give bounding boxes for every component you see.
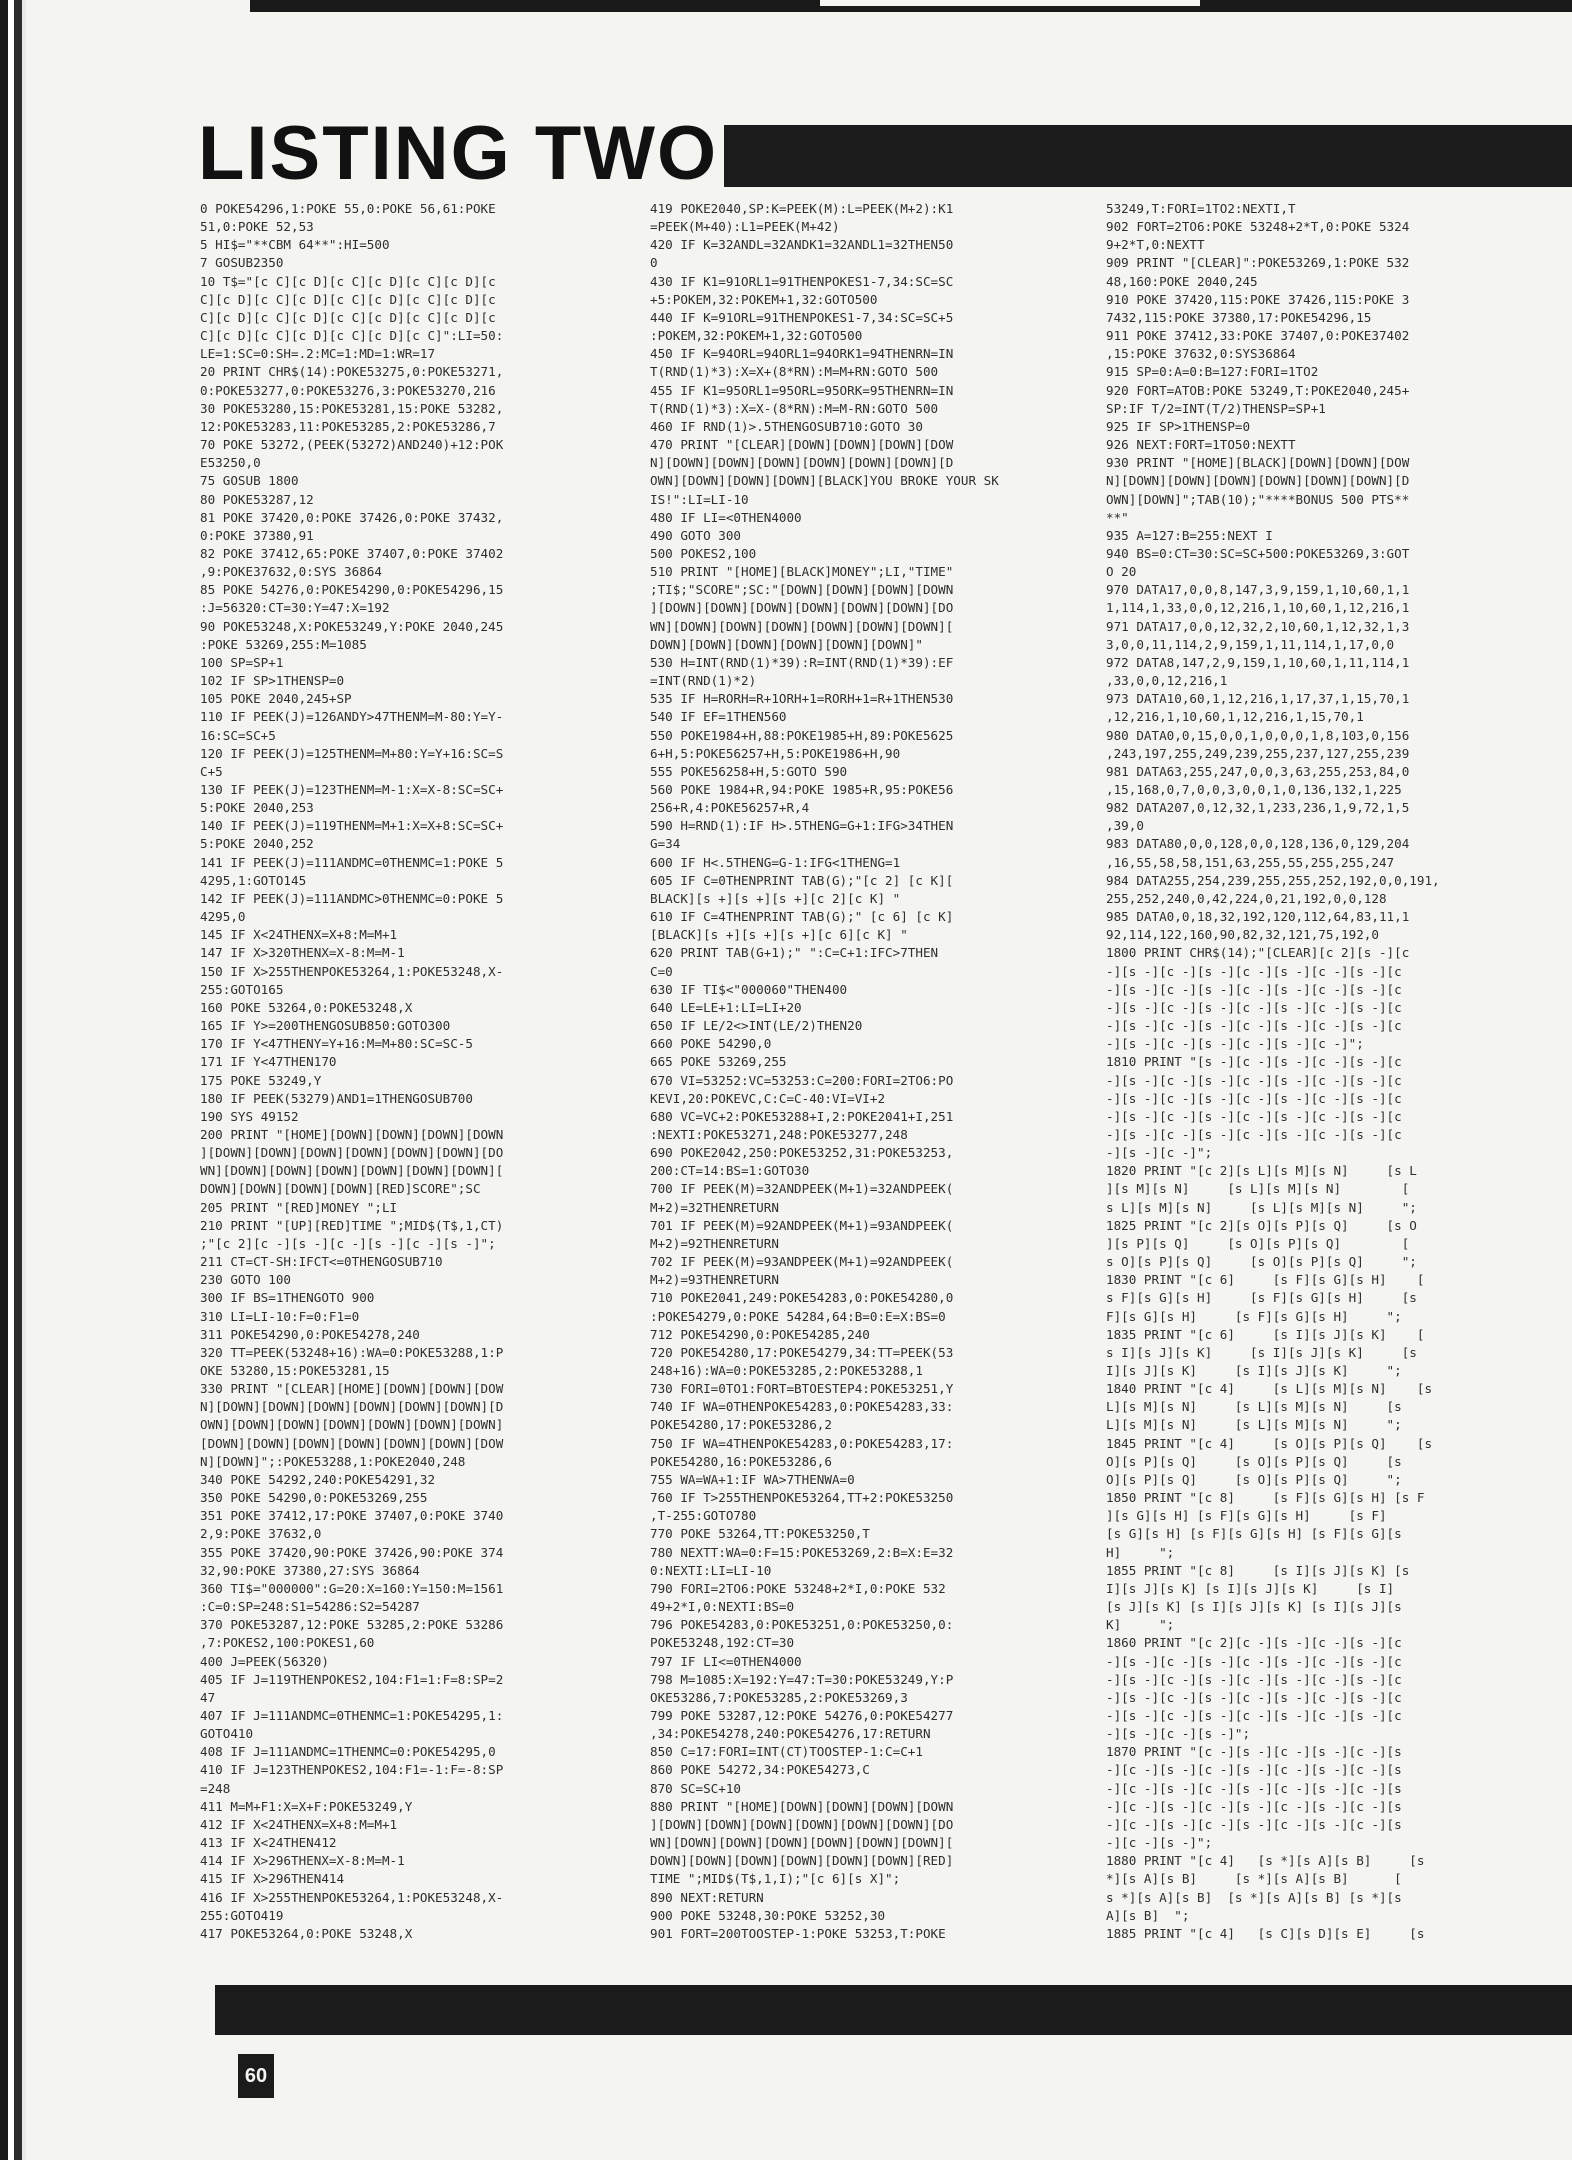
- listing-column-2: [650, 200, 1100, 1970]
- listing-column-1: [200, 200, 646, 1970]
- page-number: 60: [238, 2054, 274, 2098]
- code-listing-column-1: 0 POKE54296,1:POKE 55,0:POKE 56,61:POKE 51,0:POKE 52,53 5 HI$="**CBM 64**":HI=500 7 GOSUB2350 10 T$="[c C][c D][c C][c D][c C][c D][c C][c D][c C][c D][c C][c D][c C][c D][c C][c D][c C][c D][c C][c D][c C][c D][c C][c D][c C][c D][c C][c D][c C]":LI=50: LE=1:SC=0:SH=.2:MC=1:MD=1:WR=17 20 PRINT CHR$(14):POKE53275,0:POKE53271, 0:POKE53277,0:POKE53276,3:POKE53270,216 30 POKE53280,15:POKE53281,15:POKE 53282, 12:POKE53283,11:POKE53285,2:POKE53286,7 70 POKE 53272,(PEEK(53272)AND240)+12:POK E53250,0 75 GOSUB 1800 80 POKE53287,12 81 POKE 37420,0:POKE 37426,0:POKE 37432, 0:POKE 37380,91 82 POKE 37412,65:POKE 37407,0:POKE 37402 ,9:POKE37632,0:SYS 36864 85 POKE 54276,0:POKE54290,0:POKE54296,15 :J=56320:CT=30:Y=47:X=192 90 POKE53248,X:POKE53249,Y:POKE 2040,245 :POKE 53269,255:M=1085 100 SP=SP+1 102 IF SP>1THENSP=0 105 POKE 2040,245+SP 110 IF PEEK(J)=126ANDY>47THENM=M-80:Y=Y- 16:SC=SC+5 120 IF PEEK(J)=125THENM=M+80:Y=Y+16:SC=S C+5 130 IF PEEK(J)=123THENM=M-1:X=X-8:SC=SC+ 5:POKE 2040,253 140 IF PEEK(J)=119THENM=M+1:X=X+8:SC=SC+ 5:POKE 2040,252 141 IF PEEK(J)=111ANDMC=0THENMC=1:POKE 5 4295,1:GOTO145 142 IF PEEK(J)=111ANDMC>0THENMC=0:POKE 5 4295,0 145 IF X<24THENX=X+8:M=M+1 147 IF X>320THENX=X-8:M=M-1 150 IF X>255THENPOKE53264,1:POKE53248,X- 255:GOTO165 160 POKE 53264,0:POKE53248,X 165 IF Y>=200THENGOSUB850:GOTO300 170 IF Y<47THENY=Y+16:M=M+80:SC=SC-5 171 IF Y<47THEN170 175 POKE 53249,Y 180 IF PEEK(53279)AND1=1THENGOSUB700 190 SYS 49152 200 PRINT "[HOME][DOWN][DOWN][DOWN][DOWN ][DOWN][DOWN][DOWN][DOWN][DOWN][DOWN][DO WN][DOWN][DOWN][DOWN][DOWN][DOWN][DOWN][ DOWN][DOWN][DOWN][DOWN][RED]SCORE";SC 205 PRINT "[RED]MONEY ";LI 210 PRINT "[UP][RED]TIME ";MID$(T$,1,CT) ;"[c 2][c -][s -][c -][s -][c -][s -]"; 211 CT=CT-SH:IFCT<=0THENGOSUB710 230 GOTO 100 300 IF BS=1THENGOTO 900 310 LI=LI-10:F=0:F1=0 311 POKE54290,0:POKE54278,240 320 TT=PEEK(53248+16):WA=0:POKE53288,1:P OKE 53280,15:POKE53281,15 330 PRINT "[CLEAR][HOME][DOWN][DOWN][DOW N][DOWN][DOWN][DOWN][DOWN][DOWN][DOWN][D OWN][DOWN][DOWN][DOWN][DOWN][DOWN][DOWN] [DOWN][DOWN][DOWN][DOWN][DOWN][DOWN][DOW N][DOWN]";:POKE53288,1:POKE2040,248 340 POKE 54292,240:POKE54291,32 350 POKE 54290,0:POKE53269,255 351 POKE 37412,17:POKE 37407,0:POKE 3740 2,9:POKE 37632,0 355 POKE 37420,90:POKE 37426,90:POKE 374 32,90:POKE 37380,27:SYS 36864 360 TI$="000000":G=20:X=160:Y=150:M=1561 :C=0:SP=248:S1=54286:S2=54287 370 POKE53287,12:POKE 53285,2:POKE 53286 ,7:POKES2,100:POKES1,60 400 J=PEEK(56320) 405 IF J=119THENPOKES2,104:F1=1:F=8:SP=2 47 407 IF J=111ANDMC=0THENMC=1:POKE54295,1: GOTO410 408 IF J=111ANDMC=1THENMC=0:POKE54295,0 410 IF J=123THENPOKES2,104:F1=-1:F=-8:SP =248 411 M=M+F1:X=X+F:POKE53249,Y 412 IF X<24THENX=X+8:M=M+1 413 IF X<24THEN412 414 IF X>296THENX=X-8:M=M-1 415 IF X>296THEN414 416 IF X>255THENPOKE53264,1:POKE53248,X- 255:GOTO419 417 POKE53264,0:POKE 53248,X: [200, 201, 504, 1941]
- top-strip: [250, 0, 1572, 12]
- listing-column-3: [1106, 200, 1572, 1970]
- code-listing-column-3: 53249,T:FORI=1TO2:NEXTI,T 902 FORT=2TO6:POKE 53248+2*T,0:POKE 5324 9+2*T,0:NEXTT 909 PRINT "[CLEAR]":POKE53269,1:POKE 532 48,160:POKE 2040,245 910 POKE 37420,115:POKE 37426,115:POKE 3 7432,115:POKE 37380,17:POKE54296,15 911 POKE 37412,33:POKE 37407,0:POKE37402 ,15:POKE 37632,0:SYS36864 915 SP=0:A=0:B=127:FORI=1TO2 920 FORT=ATOB:POKE 53249,T:POKE2040,245+ SP:IF T/2=INT(T/2)THENSP=SP+1 925 IF SP>1THENSP=0 926 NEXT:FORT=1TO50:NEXTT 930 PRINT "[HOME][BLACK][DOWN][DOWN][DOW N][DOWN][DOWN][DOWN][DOWN][DOWN][DOWN][D OWN][DOWN]";TAB(10);"****BONUS 500 PTS** **" 935 A=127:B=255:NEXT I 940 BS=0:CT=30:SC=SC+500:POKE53269,3:GOT O 20 970 DATA17,0,0,8,147,3,9,159,1,10,60,1,1 1,114,1,33,0,0,12,216,1,10,60,1,12,216,1 971 DATA17,0,0,12,32,2,10,60,1,12,32,1,3 3,0,0,11,114,2,9,159,1,11,114,1,17,0,0 972 DATA8,147,2,9,159,1,10,60,1,11,114,1 ,33,0,0,12,216,1 973 DATA10,60,1,12,216,1,17,37,1,15,70,1 ,12,216,1,10,60,1,12,216,1,15,70,1 980 DATA0,0,15,0,0,1,0,0,0,1,8,103,0,156 ,243,197,255,249,239,255,237,127,255,239 981 DATA63,255,247,0,0,3,63,255,253,84,0 ,15,168,0,7,0,0,3,0,0,1,0,136,132,1,225 982 DATA207,0,12,32,1,233,236,1,9,72,1,5 ,39,0 983 DATA80,0,0,128,0,0,128,136,0,129,204 ,16,55,58,58,151,63,255,55,255,255,247 984 DATA255,254,239,255,255,252,192,0,0,191, 255,252,240,0,42,224,0,21,192,0,0,128 985 DATA0,0,18,32,192,120,112,64,83,11,1 92,114,122,160,90,82,32,121,75,192,0 1800 PRINT CHR$(14);"[CLEAR][c 2][s -][c -][s -][c -][s -][c -][s -][c -][s -][c -][s -][c -][s -][c -][s -][c -][s -][c -][s -][c -][s -][c -][s -][c -][s -][c -][s -][c -][s -][c -][s -][c -][s -][c -][s -][c -][s -][c -][s -][c -]"; 1810 PRINT "[s -][c -][s -][c -][s -][c -][s -][c -][s -][c -][s -][c -][s -][c -][s -][c -][s -][c -][s -][c -][s -][c -][s -][c -][s -][c -][s -][c -][s -][c -][s -][c -][s -][c -][s -][c -][s -][c -][s -][c -]"; 1820 PRINT "[c 2][s L][s M][s N] [s L ][s M][s N] [s L][s M][s N] [ s L][s M][s N] [s L][s M][s N] "; 1825 PRINT "[c 2][s O][s P][s Q] [s O ][s P][s Q] [s O][s P][s Q] [ s O][s P][s Q] [s O][s P][s Q] "; 1830 PRINT "[c 6] [s F][s G][s H] [ s F][s G][s H] [s F][s G][s H] [s F][s G][s H] [s F][s G][s H] "; 1835 PRINT "[c 6] [s I][s J][s K] [ s I][s J][s K] [s I][s J][s K] [s I][s J][s K] [s I][s J][s K] "; 1840 PRINT "[c 4] [s L][s M][s N] [s L][s M][s N] [s L][s M][s N] [s L][s M][s N] [s L][s M][s N] "; 1845 PRINT "[c 4] [s O][s P][s Q] [s O][s P][s Q] [s O][s P][s Q] [s O][s P][s Q] [s O][s P][s Q] "; 1850 PRINT "[c 8] [s F][s G][s H] [s F ][s G][s H] [s F][s G][s H] [s F] [s G][s H] [s F][s G][s H] [s F][s G][s H] "; 1855 PRINT "[c 8] [s I][s J][s K] [s I][s J][s K] [s I][s J][s K] [s I] [s J][s K] [s I][s J][s K] [s I][s J][s K] "; 1860 PRINT "[c 2][c -][s -][c -][s -][c -][s -][c -][s -][c -][s -][c -][s -][c -][s -][c -][s -][c -][s -][c -][s -][c -][s -][c -][s -][c -][s -][c -][s -][c -][s -][c -][s -][c -][s -][c -][s -][c -][s -][c -][s -]"; 1870 PRINT "[c -][s -][c -][s -][c -][s -][c -][s -][c -][s -][c -][s -][c -][s -][c -][s -][c -][s -][c -][s -][c -][s -][c -][s -][c -][s -][c -][s -][c -][s -][c -][s -][c -][s -][c -][s -][c -][s -][c -][s -]"; 1880 PRINT "[c 4] [s *][s A][s B] [s *][s A][s B] [s *][s A][s B] [ s *][s A][s B] [s *][s A][s B] [s *][s A][s B] "; 1885 PRINT "[c 4] [s C][s D][s E] [s: [1106, 201, 1440, 1941]
- binding-edge: [0, 0, 26, 2160]
- footer-band: [215, 1985, 1572, 2035]
- code-listing-column-2: 419 POKE2040,SP:K=PEEK(M):L=PEEK(M+2):K1 =PEEK(M+40):L1=PEEK(M+42) 420 IF K=32ANDL=32ANDK1=32ANDL1=32THEN50 0 430 IF K1=91ORL1=91THENPOKES1-7,34:SC=SC +5:POKEM,32:POKEM+1,32:GOTO500 440 IF K=91ORL=91THENPOKES1-7,34:SC=SC+5 :POKEM,32:POKEM+1,32:GOTO500 450 IF K=94ORL=94ORL1=94ORK1=94THENRN=IN T(RND(1)*3):X=X+(8*RN):M=M+RN:GOTO 500 455 IF K1=95ORL1=95ORL=95ORK=95THENRN=IN T(RND(1)*3):X=X-(8*RN):M=M-RN:GOTO 500 460 IF RND(1)>.5THENGOSUB710:GOTO 30 470 PRINT "[CLEAR][DOWN][DOWN][DOWN][DOW N][DOWN][DOWN][DOWN][DOWN][DOWN][DOWN][D OWN][DOWN][DOWN][DOWN][BLACK]YOU BROKE YOUR SK IS!":LI=LI-10 480 IF LI=<0THEN4000 490 GOTO 300 500 POKES2,100 510 PRINT "[HOME][BLACK]MONEY";LI,"TIME" ;TI$;"SCORE";SC:"[DOWN][DOWN][DOWN][DOWN ][DOWN][DOWN][DOWN][DOWN][DOWN][DOWN][DO WN][DOWN][DOWN][DOWN][DOWN][DOWN][DOWN][ DOWN][DOWN][DOWN][DOWN][DOWN][DOWN]" 530 H=INT(RND(1)*39):R=INT(RND(1)*39):EF =INT(RND(1)*2) 535 IF H=RORH=R+1ORH+1=RORH+1=R+1THEN530 540 IF EF=1THEN560 550 POKE1984+H,88:POKE1985+H,89:POKE5625 6+H,5:POKE56257+H,5:POKE1986+H,90 555 POKE56258+H,5:GOTO 590 560 POKE 1984+R,94:POKE 1985+R,95:POKE56 256+R,4:POKE56257+R,4 590 H=RND(1):IF H>.5THENG=G+1:IFG>34THEN G=34 600 IF H<.5THENG=G-1:IFG<1THENG=1 605 IF C=0THENPRINT TAB(G);"[c 2] [c K][ BLACK][s +][s +][s +][c 2][c K] " 610 IF C=4THENPRINT TAB(G);" [c 6] [c K] [BLACK][s +][s +][s +][c 6][c K] " 620 PRINT TAB(G+1);" ":C=C+1:IFC>7THEN C=0 630 IF TI$<"000060"THEN400 640 LE=LE+1:LI=LI+20 650 IF LE/2<>INT(LE/2)THEN20 660 POKE 54290,0 665 POKE 53269,255 670 VI=53252:VC=53253:C=200:FORI=2TO6:PO KEVI,20:POKEVC,C:C=C-40:VI=VI+2 680 VC=VC+2:POKE53288+I,2:POKE2041+I,251 :NEXTI:POKE53271,248:POKE53277,248 690 POKE2042,250:POKE53252,31:POKE53253, 200:CT=14:BS=1:GOTO30 700 IF PEEK(M)=32ANDPEEK(M+1)=32ANDPEEK( M+2)=32THENRETURN 701 IF PEEK(M)=92ANDPEEK(M+1)=93ANDPEEK( M+2)=92THENRETURN 702 IF PEEK(M)=93ANDPEEK(M+1)=92ANDPEEK( M+2)=93THENRETURN 710 POKE2041,249:POKE54283,0:POKE54280,0 :POKE54279,0:POKE 54284,64:B=0:E=X:BS=0 712 POKE54290,0:POKE54285,240 720 POKE54280,17:POKE54279,34:TT=PEEK(53 248+16):WA=0:POKE53285,2:POKE53288,1 730 FORI=0TO1:FORT=BTOESTEP4:POKE53251,Y 740 IF WA=0THENPOKE54283,0:POKE54283,33: POKE54280,17:POKE53286,2 750 IF WA=4THENPOKE54283,0:POKE54283,17: POKE54280,16:POKE53286,6 755 WA=WA+1:IF WA>7THENWA=0 760 IF T>255THENPOKE53264,TT+2:POKE53250 ,T-255:GOTO780 770 POKE 53264,TT:POKE53250,T 780 NEXTT:WA=0:F=15:POKE53269,2:B=X:E=32 0:NEXTI:LI=LI-10 790 FORI=2TO6:POKE 53248+2*I,0:POKE 532 49+2*I,0:NEXTI:BS=0 796 POKE54283,0:POKE53251,0:POKE53250,0: POKE53248,192:CT=30 797 IF LI<=0THEN4000 798 M=1085:X=192:Y=47:T=30:POKE53249,Y:P OKE53286,7:POKE53285,2:POKE53269,3 799 POKE 53287,12:POKE 54276,0:POKE54277 ,34:POKE54278,240:POKE54276,17:RETURN 850 C=17:FORI=INT(CT)TOOSTEP-1:C=C+1 860 POKE 54272,34:POKE54273,C 870 SC=SC+10 880 PRINT "[HOME][DOWN][DOWN][DOWN][DOWN ][DOWN][DOWN][DOWN][DOWN][DOWN][DOWN][DO WN][DOWN][DOWN][DOWN][DOWN][DOWN][DOWN][ DOWN][DOWN][DOWN][DOWN][DOWN][DOWN][RED] TIME ";MID$(T$,1,I);"[c 6][s X]"; 890 NEXT:RETURN 900 POKE 53248,30:POKE 53252,30 901 FORT=200TOOSTEP-1:POKE 53253,T:POKE: [650, 201, 999, 1941]
- page-title: LISTING TWO: [196, 114, 724, 194]
